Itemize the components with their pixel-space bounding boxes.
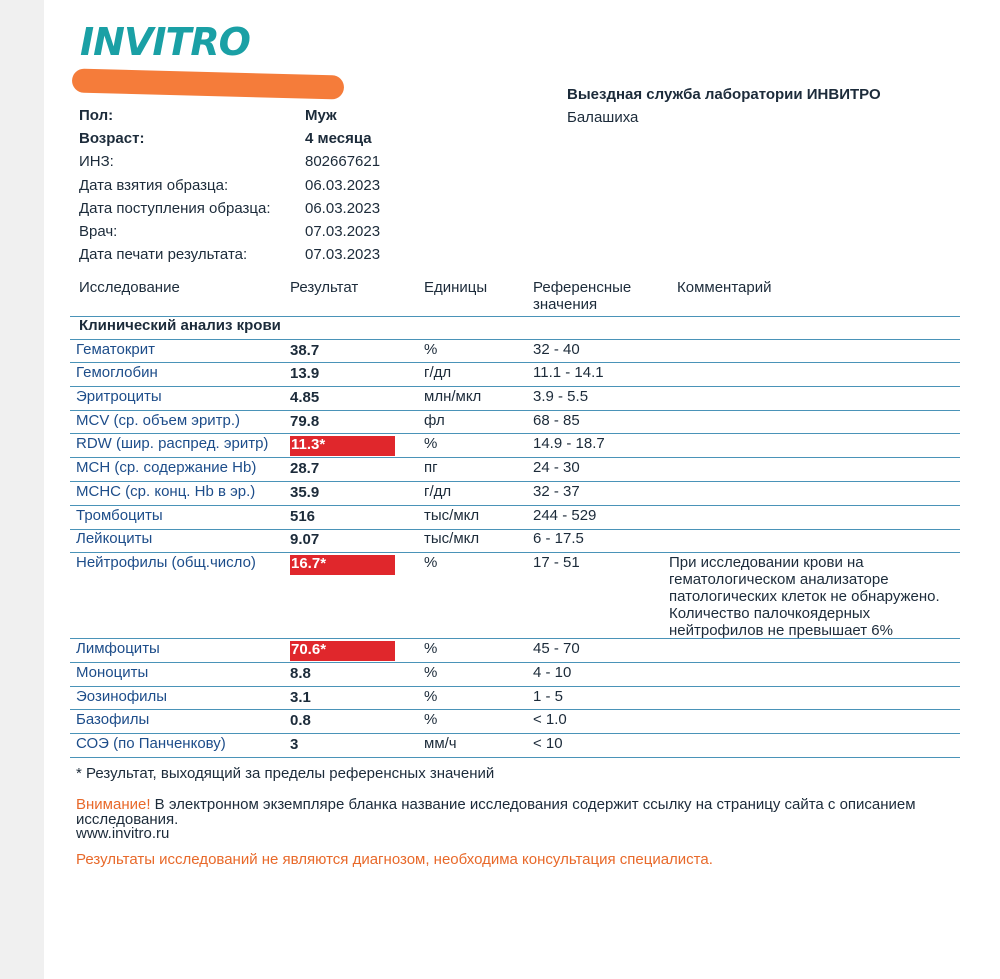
reference-range: 14.9 - 18.7 — [533, 435, 605, 452]
comment-line: Количество палочкоядерных — [669, 605, 871, 622]
row-divider — [70, 686, 960, 687]
attention-notice — [76, 797, 966, 827]
test-name-link[interactable]: Лимфоциты — [76, 640, 160, 657]
result-value: 8.8 — [290, 665, 311, 682]
result-value-flagged: 16.7* — [290, 555, 395, 575]
reference-range: 244 - 529 — [533, 507, 597, 524]
result-value: 3 — [290, 736, 299, 753]
patient-field-label: Дата печати результата: — [79, 246, 248, 263]
reference-range: 24 - 30 — [533, 459, 580, 476]
patient-field-value: 06.03.2023 — [305, 200, 381, 217]
patient-field-value: 07.03.2023 — [305, 223, 381, 240]
lab-name: Выездная служба лаборатории ИНВИТРО — [567, 86, 881, 103]
row-divider — [70, 433, 960, 434]
row-divider — [70, 733, 960, 734]
test-name-link[interactable]: MCHC (ср. конц. Hb в эр.) — [76, 483, 256, 500]
patient-field-label: ИНЗ: — [79, 153, 114, 170]
site-link[interactable]: www.invitro.ru — [76, 825, 170, 842]
lab-city: Балашиха — [567, 109, 639, 126]
comment-line: патологических клеток не обнаружено. — [669, 588, 940, 605]
test-name-link[interactable]: Моноциты — [76, 664, 149, 681]
patient-field-label: Пол: — [79, 107, 114, 124]
reference-range: 4 - 10 — [533, 664, 572, 681]
row-divider — [70, 457, 960, 458]
unit-value: млн/мкл — [424, 388, 482, 405]
result-value: 516 — [290, 508, 316, 525]
header-test: Исследование — [79, 279, 180, 296]
test-name-link[interactable]: СОЭ (по Панченкову) — [76, 735, 226, 752]
result-value: 9.07 — [290, 531, 320, 548]
patient-field-value: 4 месяца — [305, 130, 372, 147]
reference-range: < 1.0 — [533, 711, 567, 728]
result-value-flagged: 11.3* — [290, 436, 395, 456]
reference-range: 45 - 70 — [533, 640, 580, 657]
row-divider — [70, 362, 960, 363]
row-divider — [70, 709, 960, 710]
header-units: Единицы — [424, 279, 488, 296]
test-name-link[interactable]: Гемоглобин — [76, 364, 158, 381]
comment-line: гематологическом анализаторе — [669, 571, 889, 588]
row-divider — [70, 339, 960, 340]
unit-value: % — [424, 711, 438, 728]
invitro-logo: INVITRO — [80, 20, 250, 64]
header-reference — [533, 279, 631, 313]
result-value: 79.8 — [290, 413, 320, 430]
unit-value: г/дл — [424, 483, 452, 500]
row-divider — [70, 410, 960, 411]
row-divider — [70, 552, 960, 553]
patient-field-value: 07.03.2023 — [305, 246, 381, 263]
test-name-link[interactable]: Гематокрит — [76, 341, 155, 358]
test-name-link[interactable]: Нейтрофилы (общ.число) — [76, 554, 256, 571]
unit-value: % — [424, 640, 438, 657]
comment-line: нейтрофилов не превышает 6% — [669, 622, 893, 639]
result-value: 3.1 — [290, 689, 311, 706]
section-title: Клинический анализ крови — [79, 317, 281, 334]
patient-field-label: Дата взятия образца: — [79, 177, 229, 194]
test-name-link[interactable]: RDW (шир. распред. эритр) — [76, 435, 269, 452]
test-name-link[interactable]: Эозинофилы — [76, 688, 168, 705]
reference-range: 6 - 17.5 — [533, 530, 584, 547]
reference-range: 1 - 5 — [533, 688, 564, 705]
result-value-flagged: 70.6* — [290, 641, 395, 661]
disclaimer: Результаты исследований не являются диагнозом, необходима консультация специалиста. — [76, 851, 713, 868]
footnote: * Результат, выходящий за пределы референсных значений — [76, 765, 495, 782]
result-value: 4.85 — [290, 389, 320, 406]
reference-range: 3.9 - 5.5 — [533, 388, 589, 405]
patient-field-value: 802667621 — [305, 153, 381, 170]
unit-value: % — [424, 554, 438, 571]
row-divider — [70, 757, 960, 758]
unit-value: % — [424, 664, 438, 681]
row-divider — [70, 481, 960, 482]
test-name-link[interactable]: Базофилы — [76, 711, 150, 728]
patient-field-label: Возраст: — [79, 130, 145, 147]
attention-label: Внимание! — [76, 796, 151, 813]
unit-value: % — [424, 688, 438, 705]
row-divider — [70, 529, 960, 530]
unit-value: пг — [424, 459, 438, 476]
row-divider — [70, 386, 960, 387]
test-name-link[interactable]: Лейкоциты — [76, 530, 153, 547]
patient-field-label: Врач: — [79, 223, 118, 240]
test-name-link[interactable]: MCH (ср. содержание Hb) — [76, 459, 257, 476]
header-reference-line2: значения — [533, 296, 598, 313]
result-value: 38.7 — [290, 342, 320, 359]
row-divider — [70, 662, 960, 663]
unit-value: фл — [424, 412, 445, 429]
patient-field-value: 06.03.2023 — [305, 177, 381, 194]
result-value: 0.8 — [290, 712, 311, 729]
neutrophil-comment — [669, 554, 969, 639]
unit-value: % — [424, 435, 438, 452]
unit-value: г/дл — [424, 364, 452, 381]
unit-value: мм/ч — [424, 735, 457, 752]
reference-range: < 10 — [533, 735, 563, 752]
reference-range: 68 - 85 — [533, 412, 580, 429]
result-value: 28.7 — [290, 460, 320, 477]
attention-text: В электронном экземпляре бланка название исследования содержит ссылку на страницу сайта с описанием исследования. — [76, 796, 916, 828]
result-value: 13.9 — [290, 365, 320, 382]
header-result: Результат — [290, 279, 359, 296]
test-name-link[interactable]: Тромбоциты — [76, 507, 163, 524]
patient-field-value: Муж — [305, 107, 337, 124]
unit-value: % — [424, 341, 438, 358]
comment-line: При исследовании крови на — [669, 554, 864, 571]
row-divider — [70, 505, 960, 506]
test-name-link[interactable]: MCV (ср. объем эритр.) — [76, 412, 241, 429]
header-reference-line1: Референсные — [533, 279, 632, 296]
result-value: 35.9 — [290, 484, 320, 501]
header-comment: Комментарий — [677, 279, 772, 296]
reference-range: 11.1 - 14.1 — [533, 364, 604, 381]
reference-range: 17 - 51 — [533, 554, 580, 571]
reference-range: 32 - 40 — [533, 341, 580, 358]
unit-value: тыс/мкл — [424, 530, 480, 547]
unit-value: тыс/мкл — [424, 507, 480, 524]
patient-field-label: Дата поступления образца: — [79, 200, 271, 217]
test-name-link[interactable]: Эритроциты — [76, 388, 162, 405]
reference-range: 32 - 37 — [533, 483, 580, 500]
